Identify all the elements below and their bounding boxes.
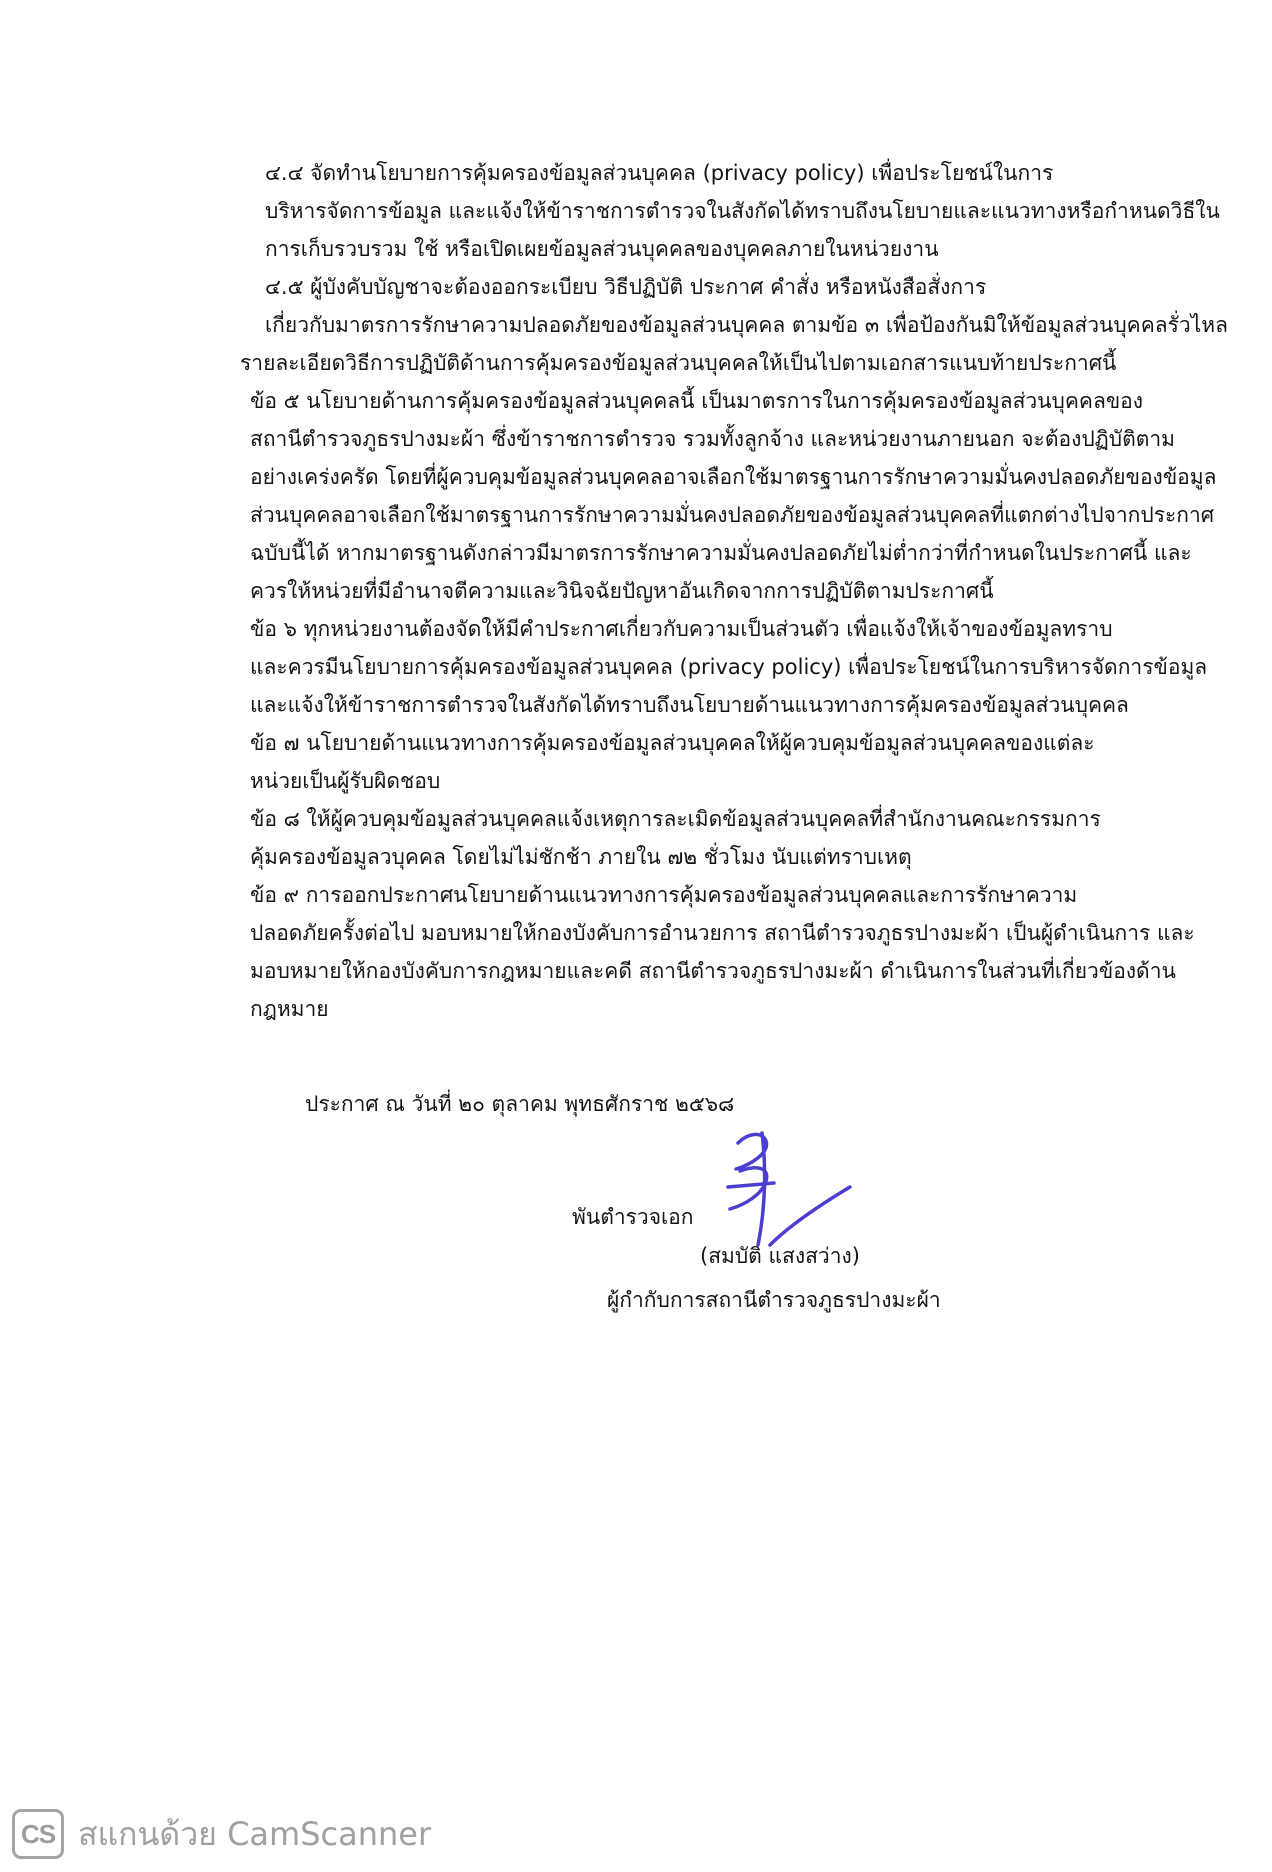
announcement-date: ประกาศ ณ วันที่ ๒๐ ตุลาคม พุทธศักราช ๒๕๖๘ (305, 1092, 735, 1116)
text-line: สถานีตำรวจภูธรปางมะผ้า ซึ่งข้าราชการตำรวจ รวมทั้งลูกจ้าง และหน่วยงานภายนอก จะต้องปฏิบัติตาม (250, 427, 1175, 451)
text-line: กฎหมาย (250, 997, 329, 1021)
text-line: ข้อ ๘ ให้ผู้ควบคุมข้อมูลส่วนบุคคลแจ้งเหตุการละเมิดข้อมูลส่วนบุคคลที่สำนักงานคณะกรรมการ (250, 807, 1101, 831)
paragraph-article-6 (200, 610, 1208, 724)
text-line: ข้อ ๙ การออกประกาศนโยบายด้านแนวทางการคุ้มครองข้อมูลส่วนบุคคลและการรักษาความ (250, 883, 1078, 907)
camscanner-logo-icon: CS (12, 1809, 64, 1859)
paragraph-4-5 (200, 268, 1228, 344)
paragraph-article-8 (200, 800, 1118, 876)
document-body (200, 154, 1228, 1028)
text-line: ควรให้หน่วยที่มีอำนาจตีความและวินิจฉัยปัญหาอันเกิดจากการปฏิบัติตามประกาศนี้ (250, 579, 994, 603)
text-line: บริหารจัดการข้อมูล และแจ้งให้ข้าราชการตำรวจในสังกัดได้ทราบถึงนโยบายและแนวทางหรือกำหนดวิธีใน (265, 199, 1220, 223)
text-line: การเก็บรวบรวม ใช้ หรือเปิดเผยข้อมูลส่วนบุคคลของบุคคลภายในหน่วยงาน (265, 237, 939, 261)
text-line: อย่างเคร่งครัด โดยที่ผู้ควบคุมข้อมูลส่วนบุคคลอาจเลือกใช้มาตรฐานการรักษาความมั่นคงปลอดภัยของข้อมูล (250, 465, 1217, 489)
signatory-position: ผู้กำกับการสถานีตำรวจภูธรปางมะผ้า (607, 1288, 941, 1312)
text-line: และควรมีนโยบายการคุ้มครองข้อมูลส่วนบุคคล (privacy policy) เพื่อประโยชน์ในการบริหารจัดการข้อมูล (250, 655, 1208, 679)
paragraph-details (200, 344, 1118, 382)
text-line: มอบหมายให้กองบังคับการกฎหมายและคดี สถานีตำรวจภูธรปางมะผ้า ดำเนินการในส่วนที่เกี่ยวข้องด้าน (250, 959, 1176, 983)
camscanner-watermark (12, 1806, 431, 1862)
text-line: และแจ้งให้ข้าราชการตำรวจในสังกัดได้ทราบถึงนโยบายด้านแนวทางการคุ้มครองข้อมูลส่วนบุคคล (250, 693, 1129, 717)
text-line: คุ้มครองข้อมูลวบุคคล โดยไม่ไม่ชักช้า ภายใน ๗๒ ชั่วโมง นับแต่ทราบเหตุ (250, 845, 912, 869)
text-line: ส่วนบุคคลอาจเลือกใช้มาตรฐานการรักษาความมั่นคงปลอดภัยของข้อมูลส่วนบุคคลที่แตกต่างไปจากประกาศ (250, 503, 1215, 527)
text-line: เกี่ยวกับมาตรการรักษาความปลอดภัยของข้อมูลส่วนบุคคล ตามข้อ ๓ เพื่อป้องกันมิให้ข้อมูลส่วนบุคคลรั่วไหล (265, 313, 1228, 337)
paragraph-4-4 (200, 154, 1220, 268)
signatory-rank: พันตำรวจเอก (572, 1205, 694, 1229)
text-line: ฉบับนี้ได้ หากมาตรฐานดังกล่าวมีมาตรการรักษาความมั่นคงปลอดภัยไม่ต่ำกว่าที่กำหนดในประกาศนี้ และ (250, 541, 1192, 565)
text-line: ปลอดภัยครั้งต่อไป มอบหมายให้กองบังคับการอำนวยการ สถานีตำรวจภูธรปางมะผ้า เป็นผู้ดำเนินการ และ (250, 921, 1195, 945)
camscanner-text: สแกนด้วย CamScanner (78, 1814, 432, 1853)
text-line: ข้อ ๗ นโยบายด้านแนวทางการคุ้มครองข้อมูลส่วนบุคคลให้ผู้ควบคุมข้อมูลส่วนบุคคลของแต่ละ (250, 731, 1095, 755)
text-line: ข้อ ๕ นโยบายด้านการคุ้มครองข้อมูลส่วนบุคคลนี้ เป็นมาตรการในการคุ้มครองข้อมูลส่วนบุคคลของ (250, 389, 1144, 413)
paragraph-article-9 (200, 876, 1195, 1028)
text-line: ๔.๕ ผู้บังคับบัญชาจะต้องออกระเบียบ วิธีปฏิบัติ ประกาศ คำสั่ง หรือหนังสือสั่งการ (265, 275, 987, 299)
text-line: ๔.๔ จัดทำนโยบายการคุ้มครองข้อมูลส่วนบุคคล (privacy policy) เพื่อประโยชน์ในการ (265, 161, 1054, 185)
text-line: หน่วยเป็นผู้รับผิดชอบ (250, 769, 441, 793)
text-line: รายละเอียดวิธีการปฏิบัติด้านการคุ้มครองข้อมูลส่วนบุคคลให้เป็นไปตามเอกสารแนบท้ายประกาศนี้ (240, 351, 1117, 375)
paragraph-article-5 (200, 382, 1217, 610)
text-line: ข้อ ๖ ทุกหน่วยงานต้องจัดให้มีคำประกาศเกี่ยวกับความเป็นส่วนตัว เพื่อแจ้งให้เจ้าของข้อมูลทราบ (250, 617, 1113, 641)
paragraph-article-7 (200, 724, 1118, 800)
signatory-name: (สมบัติ แสงสว่าง) (700, 1244, 860, 1268)
